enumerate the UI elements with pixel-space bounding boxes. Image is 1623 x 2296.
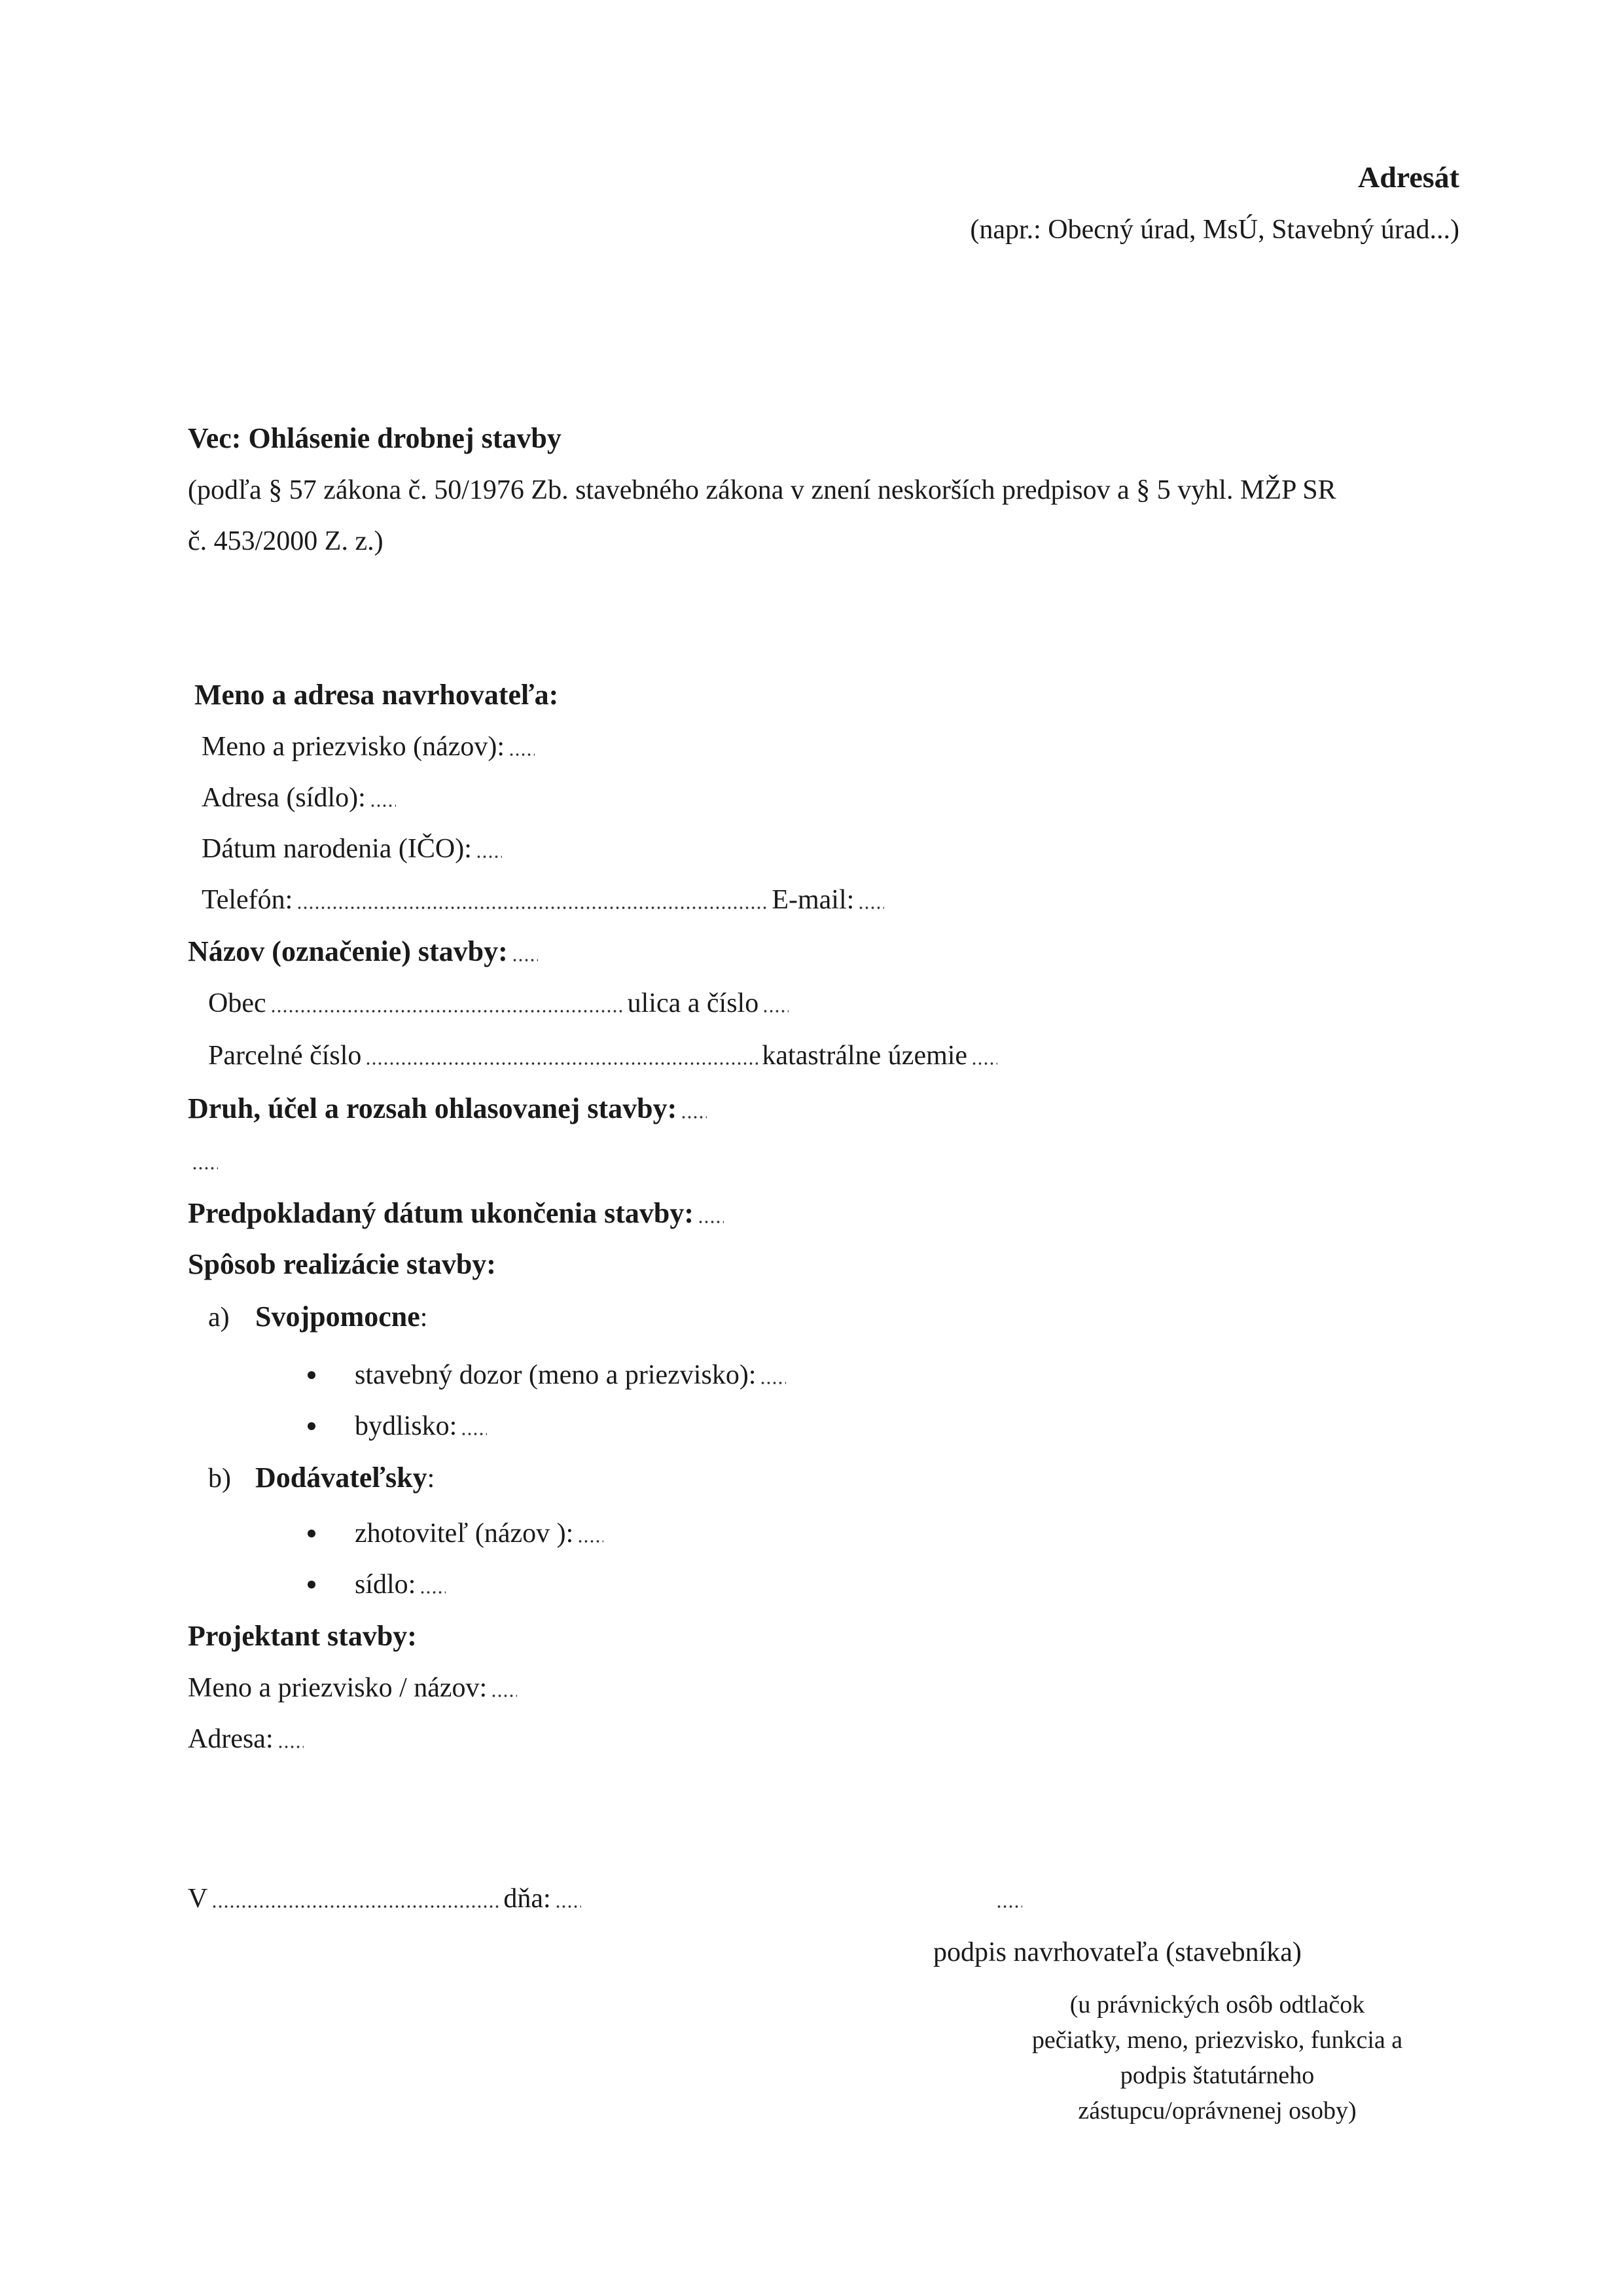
designer-address-field[interactable]: [277, 1745, 304, 1749]
applicant-heading: Meno a adresa navrhovateľa:: [194, 679, 559, 711]
building-completion-field[interactable]: [698, 1220, 724, 1224]
building-name-label: Názov (označenie) stavby:: [188, 935, 508, 967]
method-residence-row: [308, 1412, 1463, 1440]
bullet-icon: [308, 1530, 315, 1537]
method-supervision-row: [308, 1361, 1463, 1389]
method-b-marker: b): [208, 1463, 231, 1494]
method-a-row: [208, 1302, 427, 1331]
building-name-field[interactable]: [512, 958, 538, 962]
building-type-row: [188, 1094, 1463, 1123]
signature-place-field[interactable]: [211, 1905, 499, 1909]
method-residence-field[interactable]: [461, 1432, 487, 1436]
building-type-field[interactable]: [681, 1115, 707, 1119]
building-type-continuation-row: [188, 1147, 1463, 1174]
method-seat-row: [308, 1571, 1463, 1598]
method-a-colon: :: [419, 1302, 428, 1333]
building-completion-label: Predpokladaný dátum ukončenia stavby:: [188, 1197, 694, 1229]
designer-heading: Projektant stavby:: [188, 1620, 417, 1652]
method-contractor-label: zhotoviteľ (názov ):: [355, 1518, 574, 1549]
applicant-email-field[interactable]: [858, 906, 884, 910]
applicant-phone-label: Telefón:: [202, 885, 293, 915]
building-municipality-field[interactable]: [270, 1009, 624, 1013]
addressee-hint: (napr.: Obecný úrad, MsÚ, Stavebný úrad...): [970, 215, 1459, 245]
applicant-name-row: [202, 733, 1463, 761]
signature-note-3: podpis štatutárneho: [1120, 2062, 1315, 2089]
applicant-email-label: E-mail:: [772, 885, 855, 915]
subject-line-1: (podľa § 57 zákona č. 50/1976 Zb. stavebného zákona v znení neskorších predpisov a § 5 vyhl. MŽP SR: [188, 475, 1336, 505]
method-heading: Spôsob realizácie stavby:: [188, 1248, 496, 1280]
applicant-address-row: [202, 784, 1463, 812]
applicant-birth-field[interactable]: [476, 855, 502, 859]
applicant-birth-label: Dátum narodenia (IČO):: [202, 834, 472, 864]
designer-name-label: Meno a priezvisko / názov:: [188, 1673, 488, 1703]
signature-line-row: [992, 1885, 1463, 1912]
signature-label: podpis navrhovateľa (stavebníka): [933, 1937, 1302, 1967]
method-contractor-row: [308, 1520, 1463, 1547]
method-a-label: Svojpomocne: [255, 1300, 420, 1333]
applicant-name-label: Meno a priezvisko (názov):: [202, 732, 505, 762]
signature-date-label: dňa:: [503, 1884, 551, 1914]
designer-name-field[interactable]: [491, 1694, 517, 1698]
applicant-phone-field[interactable]: [296, 906, 768, 910]
building-street-field[interactable]: [762, 1009, 789, 1013]
method-seat-label: sídlo:: [355, 1570, 416, 1600]
building-cadastral-field[interactable]: [971, 1062, 997, 1066]
bullet-icon: [308, 1422, 315, 1430]
building-location-row: [208, 990, 1463, 1017]
method-contractor-field[interactable]: [577, 1539, 603, 1543]
applicant-address-label: Adresa (sídlo):: [202, 783, 366, 813]
signature-date-field[interactable]: [555, 1905, 581, 1909]
signature-place-label: V: [188, 1884, 208, 1914]
signature-note-1: (u právnických osôb odtlačok: [1069, 1991, 1365, 2018]
applicant-contact-row: [202, 886, 1463, 914]
building-completion-row: [188, 1199, 1463, 1228]
building-type-field-2[interactable]: [192, 1166, 218, 1170]
building-parcel-field[interactable]: [365, 1062, 758, 1066]
applicant-address-field[interactable]: [370, 804, 396, 808]
building-parcel-row: [208, 1042, 1463, 1069]
designer-name-row: [188, 1674, 1440, 1702]
building-municipality-label: Obec: [208, 988, 266, 1018]
method-supervision-field[interactable]: [760, 1381, 786, 1385]
building-street-label: ulica a číslo: [627, 988, 759, 1018]
method-b-label: Dodávateľsky: [255, 1462, 427, 1494]
signature-note-2: pečiatky, meno, priezvisko, funkcia a: [1031, 2026, 1403, 2054]
building-cadastral-label: katastrálne územie: [762, 1041, 968, 1071]
method-residence-label: bydlisko:: [355, 1411, 457, 1441]
designer-address-label: Adresa:: [188, 1724, 274, 1754]
subject-title: Vec: Ohlásenie drobnej stavby: [188, 422, 562, 454]
method-seat-field[interactable]: [419, 1590, 446, 1594]
building-name-row: [188, 937, 1463, 966]
applicant-name-field[interactable]: [508, 753, 535, 757]
addressee-title: Adresát: [1357, 160, 1459, 194]
bullet-icon: [308, 1581, 315, 1588]
signature-note-4: zástupcu/oprávnenej osoby): [1078, 2097, 1357, 2125]
building-parcel-label: Parcelné číslo: [208, 1041, 362, 1071]
bullet-icon: [308, 1371, 315, 1379]
method-b-row: [208, 1463, 435, 1492]
applicant-birth-row: [202, 835, 1463, 863]
signature-place-date-row: [188, 1885, 783, 1912]
building-type-label: Druh, účel a rozsah ohlasovanej stavby:: [188, 1092, 677, 1124]
signature-field[interactable]: [996, 1905, 1022, 1909]
method-b-colon: :: [427, 1463, 435, 1494]
method-supervision-label: stavebný dozor (meno a priezvisko):: [355, 1360, 757, 1390]
designer-address-row: [188, 1725, 1440, 1753]
subject-line-2: č. 453/2000 Z. z.): [188, 526, 383, 556]
method-a-marker: a): [208, 1302, 230, 1333]
